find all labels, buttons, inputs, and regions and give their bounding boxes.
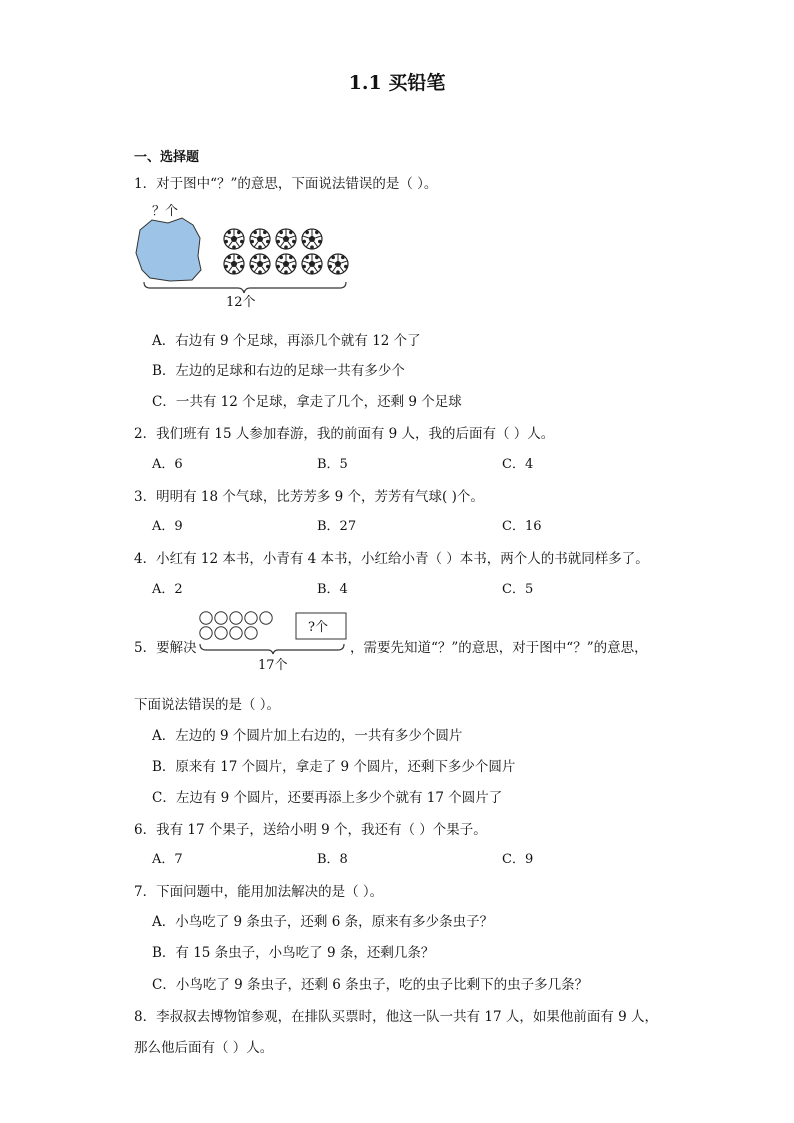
soccer-ball-icon xyxy=(224,229,244,249)
q5-stem-start: 5．要解决 xyxy=(134,640,197,656)
q5-brace xyxy=(200,644,344,654)
q5-stem-end: 下面说法错误的是（ ）。 xyxy=(134,697,281,713)
q3-option-c[interactable]: C．16 xyxy=(502,519,542,534)
soccer-ball-icon xyxy=(276,229,296,249)
q4-option-a[interactable]: A．2 xyxy=(152,582,183,597)
q5-figure xyxy=(196,608,350,674)
q1-option-c[interactable]: C．一共有 12 个足球，拿走了几个，还剩 9 个足球 xyxy=(152,394,462,410)
soccer-ball-icon xyxy=(302,254,322,274)
q5-stem-continue: ，需要先知道“？”的意思，对于图中“？”的意思， xyxy=(350,640,648,656)
q7-stem: 7．下面问题中，能用加法解决的是（ ）。 xyxy=(134,884,384,900)
page-title: 1.1 买铅笔 xyxy=(348,72,446,94)
q1-stem: 1．对于图中“？”的意思，下面说法错误的是（ ）。 xyxy=(134,176,438,192)
q8-stem-line2: 那么他后面有（ ）人。 xyxy=(134,1040,274,1056)
section-heading: 一、选择题 xyxy=(134,150,200,165)
q5-option-c[interactable]: C．左边有 9 个圆片，还要再添上多少个就有 17 个圆片了 xyxy=(152,790,503,806)
disc xyxy=(245,627,257,639)
q5-option-a[interactable]: A．左边的 9 个圆片加上右边的，一共有多少个圆片 xyxy=(152,728,463,744)
disc xyxy=(200,612,212,624)
q6-option-a[interactable]: A．7 xyxy=(152,852,183,867)
disc xyxy=(200,627,212,639)
disc xyxy=(230,627,242,639)
soccer-ball-icon xyxy=(302,229,322,249)
q7-option-b[interactable]: B．有 15 条虫子，小鸟吃了 9 条，还剩几条？ xyxy=(152,945,435,961)
q4-option-c[interactable]: C．5 xyxy=(502,582,534,597)
q1-unknown-blob xyxy=(136,218,201,281)
q4-stem: 4．小红有 12 本书，小青有 4 本书，小红给小青（ ）本书，两个人的书就同样多了。 xyxy=(134,551,649,567)
soccer-ball-icon xyxy=(328,254,348,274)
q6-option-c[interactable]: C．9 xyxy=(502,852,534,867)
disc xyxy=(245,612,257,624)
soccer-ball-icon xyxy=(250,229,270,249)
soccer-ball-icon xyxy=(250,254,270,274)
q1-figure xyxy=(130,198,360,310)
q1-brace xyxy=(144,282,346,293)
q7-option-c[interactable]: C．小鸟吃了 9 条虫子，还剩 6 条虫子，吃的虫子比剩下的虫子多几条？ xyxy=(152,977,589,993)
soccer-ball-icon xyxy=(224,254,244,274)
q7-option-a[interactable]: A．小鸟吃了 9 条虫子，还剩 6 条，原来有多少条虫子？ xyxy=(152,914,494,930)
disc xyxy=(215,627,227,639)
disc xyxy=(230,612,242,624)
q1-option-a[interactable]: A．右边有 9 个足球，再添几个就有 12 个了 xyxy=(152,333,421,349)
disc xyxy=(215,612,227,624)
q1-total-label: 12个 xyxy=(226,295,256,310)
soccer-ball-group xyxy=(224,229,348,274)
disc xyxy=(260,612,272,624)
q6-stem: 6．我有 17 个果子，送给小明 9 个，我还有（ ）个果子。 xyxy=(134,822,487,838)
q5-total-label: 17个 xyxy=(258,658,288,673)
q2-option-b[interactable]: B．5 xyxy=(317,457,348,472)
q1-option-b[interactable]: B．左边的足球和右边的足球一共有多少个 xyxy=(152,363,405,379)
q1-question-label: ？个 xyxy=(152,204,179,219)
disc-group xyxy=(200,612,272,639)
q3-option-a[interactable]: A．9 xyxy=(152,519,183,534)
q3-stem: 3．明明有 18 个气球，比芳芳多 9 个，芳芳有气球( )个。 xyxy=(134,489,484,505)
q6-option-b[interactable]: B．8 xyxy=(317,852,348,867)
q3-option-b[interactable]: B．27 xyxy=(317,519,357,534)
soccer-ball-icon xyxy=(276,254,296,274)
q4-option-b[interactable]: B．4 xyxy=(317,582,348,597)
q5-option-b[interactable]: B．原来有 17 个圆片，拿走了 9 个圆片，还剩下多少个圆片 xyxy=(152,759,516,775)
q2-option-c[interactable]: C．4 xyxy=(502,457,534,472)
q2-option-a[interactable]: A．6 xyxy=(152,457,183,472)
q8-stem-line1: 8．李叔叔去博物馆参观，在排队买票时，他这一队一共有 17 人，如果他前面有 9 人， xyxy=(134,1009,659,1025)
q5-box-label: ?个 xyxy=(308,620,328,635)
q2-stem: 2．我们班有 15 人参加春游，我的前面有 9 人，我的后面有（ ）人。 xyxy=(134,426,555,442)
